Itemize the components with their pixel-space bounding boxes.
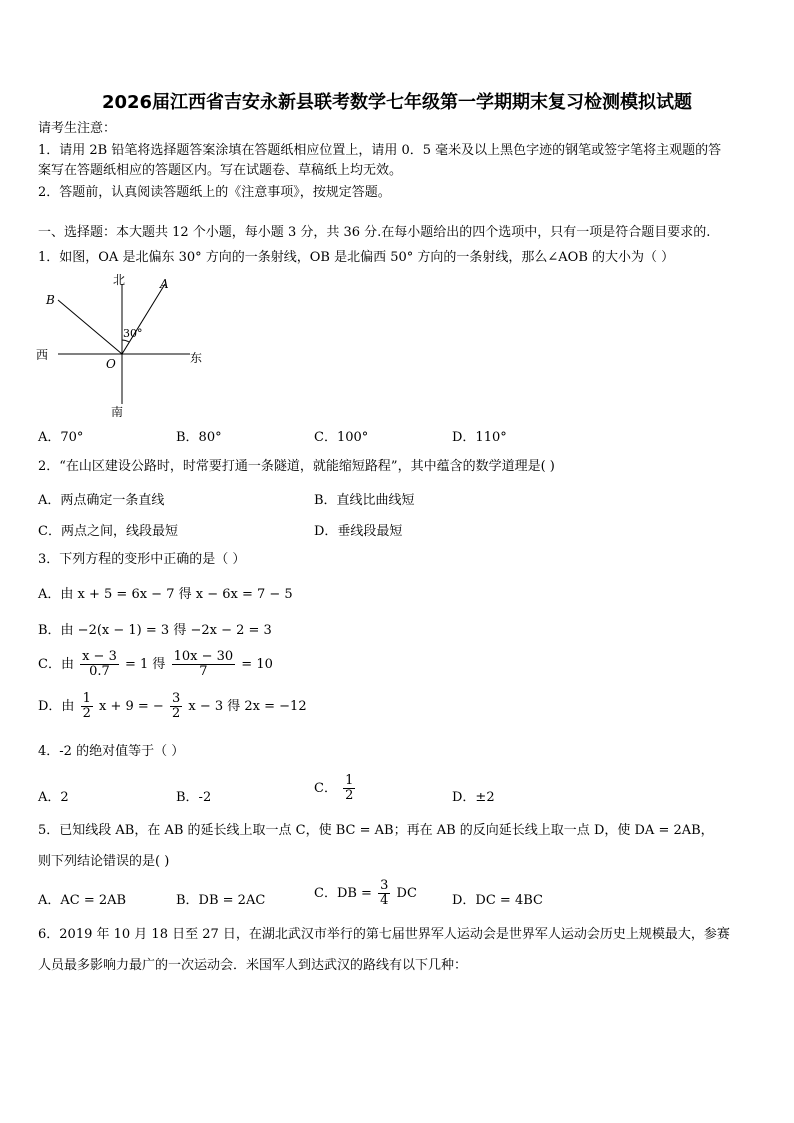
fig-label-a: A	[160, 277, 169, 291]
q3-d-prefix: D．由	[38, 699, 75, 714]
page-title: 2026届江西省吉安永新县联考数学七年级第一学期期末复习检测模拟试题	[101, 92, 693, 113]
q1-option-d: D．110°	[452, 430, 507, 445]
q5-c-end: DC	[396, 886, 417, 901]
q1-option-a: A．70°	[38, 430, 84, 445]
q2-option-a: A．两点确定一条直线	[38, 493, 165, 508]
notice-line-1b: 案写在答题纸相应的答题区内。写在试题卷、草稿纸上均无效。	[38, 163, 403, 178]
fig-north: 北	[113, 273, 126, 287]
fraction: $\frac{3}{4}$	[380, 878, 389, 908]
q3-d-mid: x + 9 = −	[99, 699, 164, 714]
q2-option-c: C．两点之间，线段最短	[38, 524, 178, 539]
q2-option-b: B．直线比曲线短	[314, 493, 415, 508]
q3-c-end: = 10	[241, 657, 273, 672]
fraction: $\frac{1}{2}$	[82, 691, 91, 721]
q3-stem: 3．下列方程的变形中正确的是（ ）	[38, 552, 246, 567]
q1-option-b: B．80°	[176, 430, 222, 445]
notice-heading: 请考生注意：	[38, 121, 117, 136]
q3-option-d	[38, 692, 307, 721]
fraction: $\frac{1}{2}$	[345, 773, 354, 803]
q1-stem: 1．如图，OA 是北偏东 30° 方向的一条射线，OB 是北偏西 50° 方向的一条射线，那么∠AOB 的大小为（ ）	[38, 250, 675, 265]
q3-c-prefix: C．由	[38, 657, 74, 672]
q3-option-c	[38, 650, 273, 679]
q4-c-prefix: C．	[314, 781, 337, 796]
notice-line-1a: 1．请用 2B 铅笔将选择题答案涂填在答题纸相应位置上，请用 0．5 毫米及以上黑色字迹的钢笔或签字笔将主观题的答	[38, 143, 722, 158]
q5-option-d: D．DC = 4BC	[452, 893, 543, 908]
fraction: $\frac{3}{2}$	[171, 691, 181, 721]
fig-angle-label: 30°	[123, 327, 143, 340]
q1-option-c: C．100°	[314, 430, 369, 445]
q3-c-mid: = 1 得	[125, 657, 166, 672]
q6-stem-1: 6．2019 年 10 月 18 日至 27 日，在湖北武汉市举行的第七届世界军人运动会是世界军人运动会历史上规模最大，参赛	[38, 927, 730, 942]
q3-d-end: x − 3 得 2x = −12	[188, 699, 307, 714]
q4-option-d: D．±2	[452, 790, 495, 805]
fig-east: 东	[190, 351, 203, 365]
section-heading: 一、选择题：本大题共 12 个小题，每小题 3 分，共 36 分.在每小题给出的四个选项中，只有一项是符合题目要求的.	[38, 225, 711, 240]
q3-option-a: A．由 x + 5 = 6x − 7 得 x − 6x = 7 − 5	[38, 587, 293, 602]
q4-stem: 4．-2 的绝对值等于（ ）	[38, 744, 185, 759]
fig-west: 西	[36, 348, 49, 362]
q6-stem-2: 人员最多影响力最广的一次运动会．米国军人到达武汉的路线有以下几种：	[38, 958, 468, 973]
q5-stem-1: 5．已知线段 AB，在 AB 的延长线上取一点 C，使 BC = AB；再在 AB 的反向延长线上取一点 D，使 DA = 2AB，	[38, 823, 714, 838]
fraction: $\frac{10x - 30}{7}$	[173, 649, 234, 679]
q5-option-b: B．DB = 2AC	[176, 893, 266, 908]
q3-option-b: B．由 −2(x − 1) = 3 得 −2x − 2 = 3	[38, 623, 272, 638]
q4-option-a: A．2	[38, 790, 69, 805]
q2-stem: 2．“在山区建设公路时，时常要打通一条隧道，就能缩短路程”，其中蕴含的数学道理是( )	[38, 459, 555, 474]
q1-compass-figure	[30, 270, 220, 420]
q5-stem-2: 则下列结论错误的是( )	[38, 854, 170, 869]
q5-c-prefix: C．DB =	[314, 886, 372, 901]
notice-line-2: 2．答题前，认真阅读答题纸上的《注意事项》，按规定答题。	[38, 185, 391, 200]
q4-option-b: B．-2	[176, 790, 212, 805]
q4-option-c	[314, 774, 357, 803]
q5-option-c	[314, 879, 417, 908]
fig-label-b: B	[46, 293, 55, 307]
fig-south: 南	[111, 405, 124, 419]
q5-option-a: A．AC = 2AB	[38, 893, 127, 908]
q2-option-d: D．垂线段最短	[314, 524, 403, 539]
fraction: $\frac{x - 3}{0.7}$	[82, 649, 117, 679]
fig-label-o: O	[106, 357, 116, 371]
